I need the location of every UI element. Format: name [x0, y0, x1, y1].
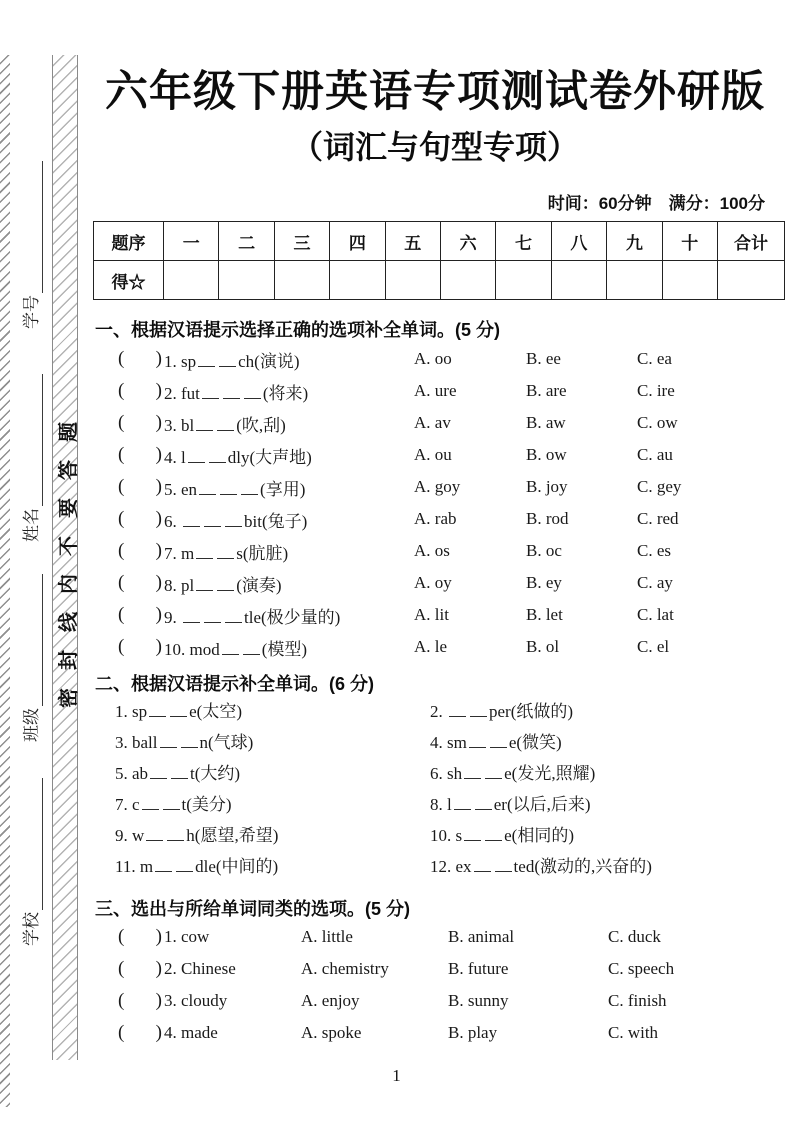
question-stem: [115, 821, 278, 846]
bracket-open: (: [118, 572, 125, 593]
option-c: C. au: [637, 445, 673, 464]
option-c: C. duck: [608, 927, 661, 946]
bracket-open: (: [118, 508, 125, 529]
bracket-close: ): [155, 990, 162, 1011]
score-table-column: 十: [662, 222, 717, 261]
question-stem: [115, 728, 253, 753]
answer-blank: [188, 450, 205, 463]
answer-blank: [490, 735, 507, 748]
answer-blank: [183, 514, 200, 527]
answer-bracket: [118, 348, 162, 370]
option-a: A. goy: [414, 477, 461, 496]
option-b: B. ow: [526, 445, 567, 464]
stem-suffix: per(纸做的): [489, 702, 574, 721]
stem-prefix: 8. pl: [164, 575, 195, 595]
answer-blank: [469, 735, 486, 748]
question-row: [118, 471, 785, 503]
option-a: A. lit: [414, 605, 449, 624]
question-stem: [115, 852, 278, 877]
question-stem: [115, 790, 232, 815]
score-cell: [219, 261, 274, 300]
field-class-label: 班级: [22, 708, 41, 742]
option-b: B. aw: [526, 413, 566, 432]
answer-bracket: [118, 540, 162, 562]
stem-prefix: 2.: [430, 702, 447, 721]
answer-blank: [225, 514, 242, 527]
question-stem: [430, 728, 562, 753]
answer-blank: [176, 859, 193, 872]
option-a: A. os: [414, 541, 450, 560]
score-table-column: 八: [551, 222, 606, 261]
answer-blank: [485, 828, 502, 841]
fill-item: [430, 849, 793, 880]
field-class-blank: [39, 574, 43, 706]
option-b: B. animal: [448, 927, 515, 946]
fill-item: [115, 787, 430, 818]
bracket-open: (: [118, 348, 125, 369]
answer-blank: [160, 735, 177, 748]
option-b: B. joy: [526, 477, 568, 496]
stem-suffix: e(太空): [189, 702, 242, 721]
question-stem: [115, 697, 242, 722]
option-c: C. gey: [637, 477, 682, 496]
option-b: B. ee: [526, 349, 561, 368]
option-a: A. oy: [414, 573, 452, 592]
stem-prefix: 10. s: [430, 826, 463, 845]
option-b: B. play: [448, 1023, 498, 1042]
stem-prefix: 1. sp: [115, 702, 148, 721]
bracket-close: ): [155, 572, 162, 593]
question-row: [118, 503, 785, 535]
question-word: 3. cloudy: [164, 991, 228, 1010]
bracket-open: (: [118, 444, 125, 465]
answer-bracket: [118, 990, 162, 1012]
score-table-column: 五: [385, 222, 440, 261]
answer-blank: [222, 642, 239, 655]
question-stem: [430, 821, 574, 846]
question-row: [118, 567, 785, 599]
option-c: C. speech: [608, 959, 675, 978]
score-cell: [607, 261, 662, 300]
fill-item: [430, 756, 793, 787]
option-a: A. le: [414, 637, 448, 656]
option-b: B. let: [526, 605, 563, 624]
answer-bracket: [118, 508, 162, 530]
answer-blank: [167, 828, 184, 841]
answer-blank: [454, 797, 471, 810]
fill-item: [430, 818, 793, 849]
answer-blank: [243, 642, 260, 655]
score-table-column: 九: [607, 222, 662, 261]
question-row: [118, 985, 785, 1017]
answer-blank: [204, 514, 221, 527]
stem-prefix: 5. en: [164, 479, 198, 499]
bracket-close: ): [155, 540, 162, 561]
bracket-close: ): [155, 1022, 162, 1043]
stem-prefix: 4. l: [164, 447, 186, 467]
question-row: [118, 407, 785, 439]
option-c: C. ea: [637, 349, 672, 368]
answer-blank: [495, 859, 512, 872]
stem-suffix: bit(兔子): [244, 511, 308, 531]
answer-blank: [209, 450, 226, 463]
score-table-column: 二: [219, 222, 274, 261]
fill-item: [115, 849, 430, 880]
stem-suffix: e(发光,照耀): [504, 764, 596, 783]
question-stem: [164, 443, 414, 468]
option-c: C. es: [637, 541, 671, 560]
answer-blank: [146, 828, 163, 841]
fill-item: [115, 694, 430, 725]
bracket-close: ): [155, 604, 162, 625]
option-b: B. rod: [526, 509, 569, 528]
stem-suffix: e(微笑): [508, 733, 562, 752]
option-a: A. ure: [414, 381, 457, 400]
stem-prefix: 3. ball: [115, 733, 158, 752]
section-3-items: [95, 921, 785, 1049]
stem-prefix: 11. m: [115, 857, 154, 876]
question-stem: [164, 539, 414, 564]
answer-blank: [464, 828, 481, 841]
stem-prefix: 1. sp: [164, 351, 197, 371]
bracket-open: (: [118, 476, 125, 497]
score-cell: [551, 261, 606, 300]
bracket-close: ): [155, 636, 162, 657]
field-name-label: 姓名: [22, 508, 41, 542]
question-row: [118, 953, 785, 985]
option-a: A. enjoy: [301, 991, 360, 1010]
score-cell: [164, 261, 219, 300]
bracket-close: ): [155, 958, 162, 979]
question-stem: [164, 379, 414, 404]
stem-suffix: t(大约): [190, 764, 241, 783]
answer-blank: [181, 735, 198, 748]
answer-blank: [149, 704, 166, 717]
option-b: B. are: [526, 381, 567, 400]
option-a: A. spoke: [301, 1023, 362, 1042]
bracket-close: ): [155, 412, 162, 433]
question-stem: [430, 697, 573, 722]
answer-bracket: [118, 636, 162, 658]
bracket-close: ): [155, 380, 162, 401]
answer-blank: [199, 482, 216, 495]
stem-suffix: n(气球): [199, 733, 254, 752]
answer-blank: [183, 610, 200, 623]
section-2-items: [115, 694, 793, 880]
question-stem: [164, 347, 414, 372]
bracket-open: (: [118, 636, 125, 657]
stem-suffix: (演奏): [236, 575, 282, 595]
bracket-open: (: [118, 380, 125, 401]
score-row-label: 得☆: [94, 261, 164, 300]
question-row: [118, 599, 785, 631]
field-school-label: 学校: [22, 912, 41, 946]
answer-blank: [155, 859, 172, 872]
stem-prefix: 3. bl: [164, 415, 195, 435]
field-student-number: [17, 161, 43, 329]
option-c: C. with: [608, 1023, 659, 1042]
answer-blank: [244, 386, 261, 399]
stem-suffix: er(以后,后来): [493, 795, 591, 814]
field-school-blank: [39, 778, 43, 910]
stem-prefix: 7. m: [164, 543, 195, 563]
score-cell: [662, 261, 717, 300]
answer-blank: [217, 418, 234, 431]
score-cell: [718, 261, 785, 300]
score-table-column: 四: [330, 222, 385, 261]
option-c: C. ow: [637, 413, 678, 432]
stem-suffix: tle(极少量的): [244, 607, 341, 627]
stem-prefix: 10. mod: [164, 639, 220, 659]
score-table-corner: 题序: [94, 222, 164, 261]
score-cell: [496, 261, 551, 300]
option-c: C. lat: [637, 605, 674, 624]
time-score-info: 时间：60分钟 满分：100分: [547, 194, 765, 213]
stem-prefix: 5. ab: [115, 764, 149, 783]
answer-bracket: [118, 958, 162, 980]
answer-blank: [142, 797, 159, 810]
option-a: A. ou: [414, 445, 452, 464]
answer-bracket: [118, 412, 162, 434]
question-row: [118, 375, 785, 407]
question-stem: [164, 507, 414, 532]
answer-bracket: [118, 604, 162, 626]
field-student-number-blank: [39, 161, 43, 293]
answer-blank: [464, 766, 481, 779]
field-school: [17, 778, 43, 946]
page-number: 1: [392, 1066, 401, 1085]
stem-prefix: 6.: [164, 511, 181, 531]
answer-blank: [217, 546, 234, 559]
question-word: 4. made: [164, 1023, 218, 1042]
answer-blank: [163, 797, 180, 810]
option-c: C. ire: [637, 381, 675, 400]
bracket-close: ): [155, 444, 162, 465]
stem-prefix: 2. fut: [164, 383, 200, 403]
stem-prefix: 9.: [164, 607, 181, 627]
question-stem: [164, 411, 414, 436]
stem-prefix: 7. c: [115, 795, 140, 814]
option-b: B. future: [448, 959, 509, 978]
score-cell: [440, 261, 495, 300]
score-cell: [274, 261, 329, 300]
fill-item: [430, 725, 793, 756]
answer-bracket: [118, 572, 162, 594]
option-b: B. sunny: [448, 991, 509, 1010]
score-cell: [385, 261, 440, 300]
option-b: B. ol: [526, 637, 560, 656]
question-stem: [164, 635, 414, 660]
question-row: [118, 921, 785, 953]
question-stem: [164, 571, 414, 596]
option-b: B. oc: [526, 541, 562, 560]
score-table-header-row: [94, 222, 785, 261]
question-row: [118, 1017, 785, 1049]
stem-suffix: dle(中间的): [195, 857, 279, 876]
fill-item: [115, 756, 430, 787]
stem-suffix: (模型): [261, 639, 308, 659]
score-table-column: 三: [274, 222, 329, 261]
score-table-column: 六: [440, 222, 495, 261]
answer-blank: [150, 766, 167, 779]
fill-item: [430, 694, 793, 725]
option-c: C. ay: [637, 573, 673, 592]
bracket-close: ): [155, 926, 162, 947]
answer-blank: [220, 482, 237, 495]
answer-blank: [470, 704, 487, 717]
stem-prefix: 8. l: [430, 795, 452, 814]
stem-suffix: s(肮脏): [236, 543, 289, 563]
bracket-open: (: [118, 958, 125, 979]
section-1-items: [95, 343, 785, 663]
option-b: B. ey: [526, 573, 562, 592]
fill-item: [115, 818, 430, 849]
bracket-close: ): [155, 348, 162, 369]
question-word: 1. cow: [164, 927, 210, 946]
score-table-column: 合计: [718, 222, 785, 261]
bracket-open: (: [118, 604, 125, 625]
question-stem: [430, 852, 652, 877]
score-table-score-row: [94, 261, 785, 300]
question-stem: [115, 759, 240, 784]
stem-suffix: (吹,刮): [236, 415, 286, 435]
stem-prefix: 9. w: [115, 826, 145, 845]
answer-blank: [217, 578, 234, 591]
field-name: [17, 374, 43, 542]
option-c: C. red: [637, 509, 679, 528]
answer-blank: [196, 546, 213, 559]
answer-blank: [223, 386, 240, 399]
section-1-title: 一、根据汉语提示选择正确的选项补全单词。(5 分): [95, 320, 500, 340]
question-stem: [430, 790, 591, 815]
field-student-number-label: 学号: [22, 295, 41, 329]
option-a: A. rab: [414, 509, 457, 528]
question-row: [118, 439, 785, 471]
stem-suffix: (享用): [260, 479, 306, 499]
fill-item: [430, 787, 793, 818]
stem-prefix: 12. ex: [430, 857, 472, 876]
page-title: 六年级下册英语专项测试卷外研版: [105, 68, 765, 116]
section-2-title: 二、根据汉语提示补全单词。(6 分): [95, 674, 374, 694]
stem-prefix: 4. sm: [430, 733, 467, 752]
stem-suffix: h(愿望,希望): [186, 826, 279, 845]
answer-blank: [171, 766, 188, 779]
bracket-open: (: [118, 990, 125, 1011]
field-class: [17, 574, 43, 742]
stem-suffix: t(美分): [181, 795, 232, 814]
answer-blank: [475, 797, 492, 810]
score-table-column: 七: [496, 222, 551, 261]
question-stem: [430, 759, 595, 784]
question-stem: [164, 475, 414, 500]
answer-bracket: [118, 380, 162, 402]
fill-item: [115, 725, 430, 756]
page-subtitle: （词汇与句型专项）: [290, 129, 579, 165]
option-c: C. finish: [608, 991, 667, 1010]
answer-blank: [196, 578, 213, 591]
score-cell: [330, 261, 385, 300]
answer-blank: [196, 418, 213, 431]
answer-blank: [202, 386, 219, 399]
bracket-open: (: [118, 926, 125, 947]
answer-blank: [474, 859, 491, 872]
answer-blank: [219, 354, 236, 367]
score-table-column: 一: [164, 222, 219, 261]
answer-bracket: [118, 444, 162, 466]
answer-bracket: [118, 1022, 162, 1044]
stem-suffix: ted(激动的,兴奋的): [513, 857, 652, 876]
stem-suffix: e(相同的): [504, 826, 574, 845]
binding-edge-hatch: [0, 55, 10, 1107]
question-stem: [164, 603, 414, 628]
bracket-close: ): [155, 476, 162, 497]
bracket-close: ): [155, 508, 162, 529]
question-row: [118, 343, 785, 375]
section-3-title: 三、选出与所给单词同类的选项。(5 分): [95, 899, 410, 919]
option-c: C. el: [637, 637, 670, 656]
answer-blank: [449, 704, 466, 717]
answer-blank: [204, 610, 221, 623]
question-row: [118, 631, 785, 663]
stem-suffix: dly(大声地): [227, 447, 312, 467]
question-word: 2. Chinese: [164, 959, 236, 978]
field-name-blank: [39, 374, 43, 506]
answer-blank: [241, 482, 258, 495]
bracket-open: (: [118, 1022, 125, 1043]
bracket-open: (: [118, 412, 125, 433]
stem-suffix: (将来): [262, 383, 309, 403]
answer-blank: [485, 766, 502, 779]
answer-blank: [198, 354, 215, 367]
option-a: A. little: [301, 927, 353, 946]
answer-blank: [225, 610, 242, 623]
option-a: A. oo: [414, 349, 452, 368]
option-a: A. av: [414, 413, 451, 432]
answer-bracket: [118, 926, 162, 948]
answer-bracket: [118, 476, 162, 498]
score-table: [93, 221, 785, 300]
stem-prefix: 6. sh: [430, 764, 463, 783]
question-row: [118, 535, 785, 567]
option-a: A. chemistry: [301, 959, 389, 978]
answer-blank: [170, 704, 187, 717]
bracket-open: (: [118, 540, 125, 561]
seal-line-text: 密封线内不要答题: [58, 404, 80, 708]
stem-suffix: ch(演说): [238, 351, 300, 371]
